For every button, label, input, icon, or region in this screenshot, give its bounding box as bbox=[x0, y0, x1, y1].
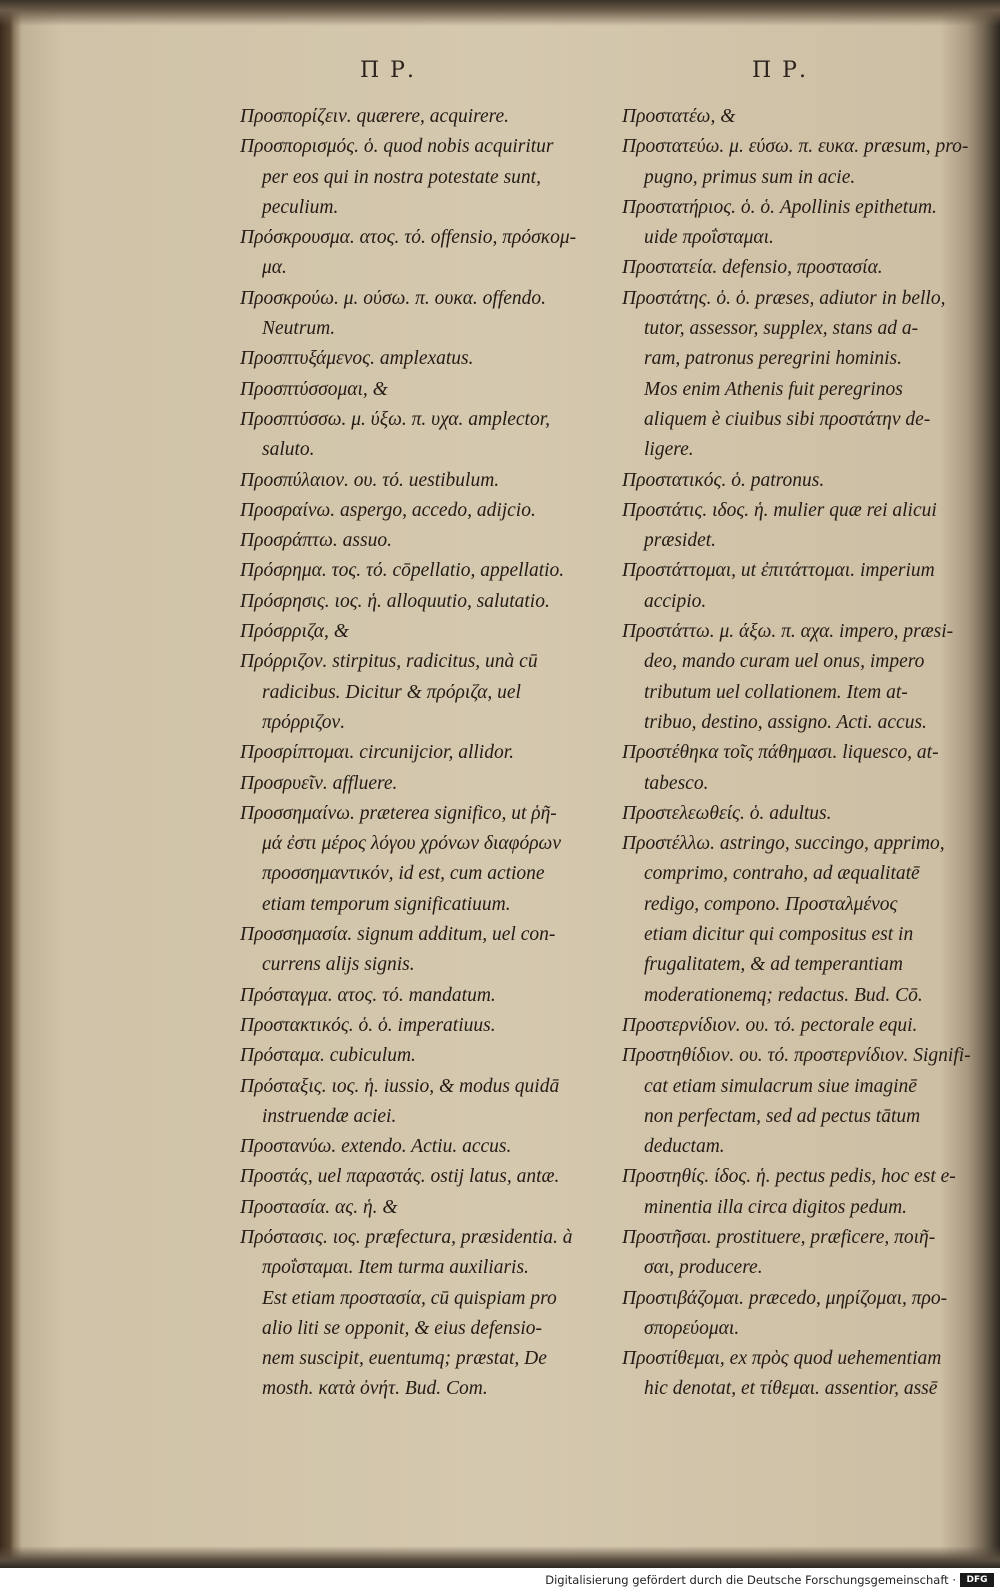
entry-continuation-line: προΐσταμαι. Item turma auxiliaris. bbox=[262, 1257, 529, 1279]
entry-continuation-line: instruendæ aciei. bbox=[262, 1105, 397, 1127]
entry-continuation-line: præsidet. bbox=[644, 530, 717, 552]
entry-headword-line: Προσπύλαιον. ου. τό. uestibulum. bbox=[240, 469, 500, 491]
entry-headword-line: Πρόρριζον. stirpitus, radicitus, unà cū bbox=[240, 651, 538, 673]
entry-continuation-line: tributum uel collationem. Item at- bbox=[644, 681, 908, 703]
entry-headword-line: Προστανύω. extendo. Actiu. accus. bbox=[240, 1136, 512, 1158]
entry-continuation-line: per eos qui in nostra potestate sunt, bbox=[262, 166, 541, 188]
entry-headword-line: Προσράπτω. assuo. bbox=[240, 530, 392, 552]
entry-continuation-line: μα. bbox=[262, 257, 287, 279]
entry-headword-line: Πρόσρημα. τος. τό. cōpellatio, appellatio. bbox=[240, 560, 565, 582]
footer-credit-text: Digitalisierung gefördert durch die Deutsche Forschungsgemeinschaft · bbox=[545, 1573, 956, 1587]
entry-continuation-line: Neutrum. bbox=[262, 318, 336, 340]
entry-continuation-line: currens alijs signis. bbox=[262, 954, 415, 976]
entry-headword-line: Προσπτυξάμενος. amplexatus. bbox=[240, 348, 474, 370]
entry-headword-line: Προσπτύσσομαι, & bbox=[240, 378, 388, 400]
entry-headword-line: Προσσημασία. signum additum, uel con- bbox=[240, 924, 556, 946]
entry-headword-line: Προστατεύω. μ. εύσω. π. ευκα. præsum, pro- bbox=[622, 136, 969, 158]
entry-headword-line: Προστατεία. defensio, προστασία. bbox=[622, 257, 883, 279]
entry-headword-line: Προστατήριος. ὁ. ὁ. Apollinis epithetum. bbox=[622, 196, 937, 218]
entry-continuation-line: mosth. κατὰ ὀνήτ. Bud. Com. bbox=[262, 1378, 488, 1400]
entry-continuation-line: minentia illa circa digitos pedum. bbox=[644, 1196, 908, 1218]
entry-headword-line: Προστέλλω. astringo, succingo, apprimo, bbox=[622, 833, 945, 855]
entry-continuation-line: σαι, producere. bbox=[644, 1257, 763, 1279]
entry-headword-line: Προστάττω. μ. άξω. π. αχα. impero, præsi- bbox=[622, 621, 954, 643]
entry-continuation-line: tabesco. bbox=[644, 772, 709, 794]
entry-headword-line: Προστηθίς. ίδος. ἡ. pectus pedis, hoc est e- bbox=[622, 1166, 956, 1188]
entry-continuation-line: saluto. bbox=[262, 439, 315, 461]
entry-headword-line: Προσπορίζειν. quærere, acquirere. bbox=[240, 106, 510, 127]
entry-headword-line: Πρόσρησις. ιος. ἡ. alloquutio, salutatio. bbox=[240, 590, 550, 612]
digitization-footer bbox=[0, 1568, 1000, 1592]
entry-continuation-line: alio liti se opponit, & eius defensio- bbox=[262, 1317, 543, 1339]
entry-continuation-line: etiam temporum significatiuum. bbox=[262, 893, 511, 915]
entry-headword-line: Προσραίνω. aspergo, accedo, adijcio. bbox=[240, 499, 536, 521]
entry-headword-line: Προστατέω, & bbox=[622, 106, 736, 127]
entry-continuation-line: cat etiam simulacrum siue imaginē bbox=[644, 1075, 917, 1097]
entry-headword-line: Πρόσταγμα. ατος. τό. mandatum. bbox=[240, 984, 496, 1006]
entry-headword-line: Προστάς, uel παραστάς. ostij latus, antæ. bbox=[240, 1166, 560, 1188]
running-header-right: Π Ρ. bbox=[752, 58, 808, 83]
entry-headword-line: Πρόσκρουσμα. ατος. τό. offensio, πρόσκομ- bbox=[240, 227, 577, 249]
entry-headword-line: Πρόστασις. ιος. præfectura, præsidentia. à bbox=[240, 1226, 573, 1248]
entry-headword-line: Προσσημαίνω. præterea significo, ut ῥῆ- bbox=[240, 802, 557, 824]
entry-continuation-line: peculium. bbox=[262, 196, 339, 218]
entry-continuation-line: πρόρριζον. bbox=[262, 711, 346, 733]
entry-continuation-line: redigo, compono. Προσταλμένος bbox=[644, 893, 898, 915]
entry-headword-line: Προστῆσαι. prostituere, præficere, ποιῆ- bbox=[622, 1226, 936, 1248]
entry-headword-line: Πρόσταξις. ιος. ἡ. iussio, & modus quidā bbox=[240, 1075, 560, 1097]
entry-headword-line: Προστάτης. ὁ. ὁ. præses, adiutor in bello, bbox=[622, 287, 946, 309]
entry-headword-line: Προστερνίδιον. ου. τό. pectorale equi. bbox=[622, 1014, 918, 1036]
entry-continuation-line: Est etiam προστασία, cū quispiam pro bbox=[262, 1287, 557, 1309]
dfg-logo: DFG bbox=[960, 1573, 994, 1587]
entry-headword-line: Προστάττομαι, ut ἐπιτάττομαι. imperium bbox=[622, 560, 935, 582]
entry-continuation-line: σπορεύομαι. bbox=[644, 1317, 740, 1339]
entry-continuation-line: tutor, assessor, supplex, stans ad a- bbox=[644, 318, 919, 340]
entry-continuation-line: moderationemq; redactus. Bud. Cō. bbox=[644, 984, 923, 1006]
entry-headword-line: Προσκρούω. μ. ούσω. π. ουκα. offendo. bbox=[240, 287, 547, 309]
entry-headword-line: Προστηθίδιον. ου. τό. προστερνίδιον. Signifi- bbox=[622, 1045, 971, 1067]
entry-continuation-line: deductam. bbox=[644, 1136, 725, 1158]
entry-headword-line: Προστέθηκα τοῖς πάθημασι. liquesco, at- bbox=[622, 742, 939, 764]
entry-headword-line: Προσρυεῖν. affluere. bbox=[240, 772, 398, 794]
entry-headword-line: Προσπορισμός. ὁ. quod nobis acquiritur bbox=[240, 136, 554, 158]
right-column bbox=[622, 102, 971, 1405]
entry-continuation-line: προσσημαντικόν, id est, cum actione bbox=[262, 863, 545, 885]
entry-continuation-line: etiam dicitur qui compositus est in bbox=[644, 924, 914, 946]
entry-continuation-line: ligere. bbox=[644, 439, 694, 461]
entry-headword-line: Προστάτις. ιδος. ἡ. mulier quæ rei alicui bbox=[622, 499, 937, 521]
running-header-left: Π Ρ. bbox=[360, 58, 416, 83]
entry-continuation-line: aliquem è ciuibus sibi προστάτην de- bbox=[644, 408, 931, 430]
entry-headword-line: Προστατικός. ὁ. patronus. bbox=[622, 469, 825, 491]
entry-continuation-line: uide προΐσταμαι. bbox=[644, 227, 774, 249]
entry-headword-line: Πρόσρριζα, & bbox=[240, 621, 349, 643]
entry-continuation-line: nem suscipit, euentumq; præstat, De bbox=[262, 1348, 547, 1370]
entry-headword-line: Προστασία. ας. ἡ. & bbox=[240, 1196, 398, 1218]
entry-headword-line: Προσρίπτομαι. circunijcior, allidor. bbox=[240, 742, 515, 764]
entry-continuation-line: accipio. bbox=[644, 590, 707, 612]
entry-continuation-line: radicibus. Dicitur & πρόριζα, uel bbox=[262, 681, 521, 703]
entry-continuation-line: comprimo, contraho, ad æqualitatē bbox=[644, 863, 920, 885]
entry-continuation-line: μά ἐστι μέρος λόγου χρόνων διαφόρων bbox=[262, 833, 561, 855]
left-column bbox=[240, 102, 590, 1405]
entry-headword-line: Προσπτύσσω. μ. ύξω. π. υχα. amplector, bbox=[240, 408, 551, 430]
entry-continuation-line: tribuo, destino, assigno. Acti. accus. bbox=[644, 711, 927, 733]
entry-continuation-line: ram, patronus peregrini hominis. bbox=[644, 348, 903, 370]
entry-headword-line: Πρόσταμα. cubiculum. bbox=[240, 1045, 416, 1067]
entry-headword-line: Προστίθεμαι, ex πρὸς quod uehementiam bbox=[622, 1348, 942, 1370]
entry-continuation-line: Mos enim Athenis fuit peregrinos bbox=[644, 378, 903, 400]
entry-continuation-line: pugno, primus sum in acie. bbox=[644, 166, 856, 188]
entry-continuation-line: deo, mando curam uel onus, impero bbox=[644, 651, 925, 673]
entry-continuation-line: non perfectam, sed ad pectus tātum bbox=[644, 1105, 921, 1127]
entry-headword-line: Προστιβάζομαι. præcedo, μηρίζομαι, προ- bbox=[622, 1287, 948, 1309]
entry-headword-line: Προστελεωθείς. ὁ. adultus. bbox=[622, 802, 832, 824]
entry-continuation-line: hic denotat, et τίθεμαι. assentior, assē bbox=[644, 1378, 938, 1400]
entry-headword-line: Προστακτικός. ὁ. ὁ. imperatiuus. bbox=[240, 1014, 496, 1036]
entry-continuation-line: frugalitatem, & ad temperantiam bbox=[644, 954, 903, 976]
